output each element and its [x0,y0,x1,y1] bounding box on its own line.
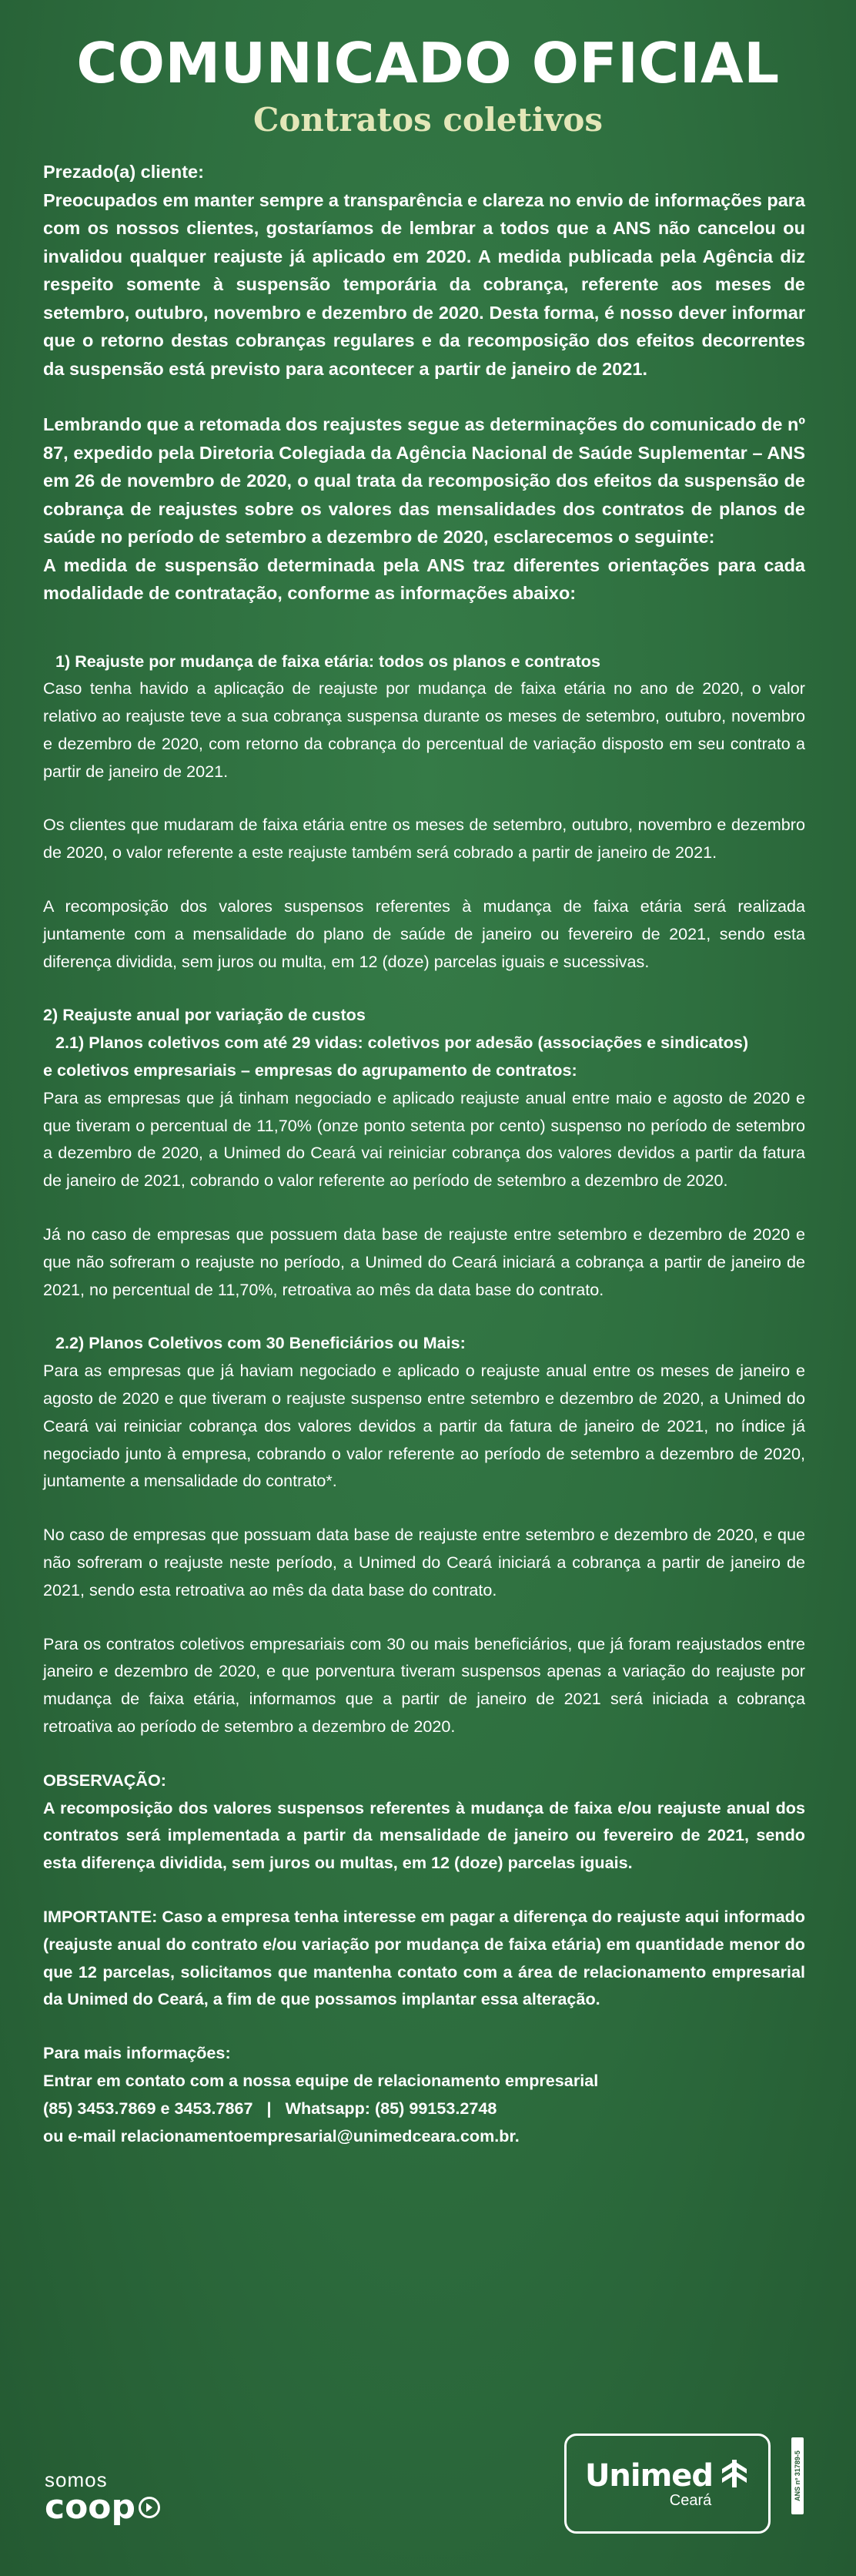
coop-label: coop [45,2487,136,2527]
contact-email: ou e-mail relacionamentoempresarial@unimedceara.com.br. [43,2125,520,2146]
section-2-heading: 2) Reajuste anual por variação de custos [43,1005,366,1025]
coop-wordmark [45,2487,160,2527]
somos-coop-logo [45,2468,160,2527]
unimed-logo-row [585,2458,750,2494]
section-1-paragraph-1: Caso tenha havido a aplicação de reajuste por mudança de faixa etária no ano de 2020, o valor relativo ao reajuste teve a sua cobrança suspensa durante os meses de setembro, outubro, novembro e dezembro de 2020, com retorno da cobrança do percentual de variação disposto em seu contrato a partir de janeiro de 2021. [43,678,805,781]
contact-heading: Para mais informações: [43,2043,231,2063]
greeting: Prezado(a) cliente: [43,162,204,182]
section-2-2-heading: 2.2) Planos Coletivos com 30 Beneficiários ou Mais: [55,1333,466,1353]
observacao-heading: OBSERVAÇÃO: [43,1770,166,1790]
section-2-2-paragraph-2: No caso de empresas que possuam data base de reajuste entre setembro e dezembro de 2020, e que não sofreram o reajuste neste período, a Unimed do Ceará iniciará a cobrança a partir de janeiro de 2021, sendo esta retroativa ao mês da data base do contrato. [43,1525,805,1600]
section-1-paragraph-3: A recomposição dos valores suspensos referentes à mudança de faixa etária será realizada juntamente com a mensalidade do plano de saúde de janeiro ou fevereiro de 2021, sendo esta diferença dividida, sem juros ou multa, em 12 (doze) parcelas iguais e sucessivas. [43,896,805,971]
intro-paragraph-1: Preocupados em manter sempre a transparência e clareza no envio de informações para com os nossos clientes, gostaríamos de lembrar a todos que a ANS não cancelou ou invalidou qualquer reajuste já aplicado em 2020. A medida publicada pela Agência diz respeito somente à suspensão temporária da cobrança, referente aos meses de setembro, outubro, novembro e dezembro de 2020. Desta forma, é nosso dever informar que o retorno destas cobranças regulares e da recomposição dos efeitos decorrentes da suspensão está previsto para acontecer a partir de janeiro de 2021. [43,189,806,379]
page-subtitle: Contratos coletivos [252,101,604,139]
contact-phones: (85) 3453.7869 e 3453.7867 | Whatsapp: (85) 99153.2748 [43,2098,497,2118]
observacao-text: A recomposição dos valores suspensos referentes à mudança de faixa e/ou reajuste anual dos contratos será implementada a partir da mensalidade de janeiro ou fevereiro de 2021, sendo esta diferença dividida, sem juros ou multas, em 12 (doze) parcelas iguais. [43,1797,805,1873]
section-2-1-heading-b: e coletivos empresariais – empresas do agrupamento de contratos: [43,1060,577,1080]
contact-line-1: Entrar em contato com a nossa equipe de relacionamento empresarial [43,2070,599,2090]
unimed-logo [564,2434,771,2534]
unimed-tree-icon [719,2458,750,2493]
coop-arrow-icon [139,2497,160,2518]
somos-label: somos [45,2468,108,2491]
ans-registration-tag [791,2437,804,2514]
intro-paragraph-2: Lembrando que a retomada dos reajustes segue as determinações do comunicado de nº 87, expedido pela Diretoria Colegiada da Agência Nacional de Saúde Suplementar – ANS em 26 de novembro de 2020, o qual trata da recomposição dos efeitos da suspensão de cobrança de reajustes sobre os valores das mensalidades dos contratos de planos de saúde no período de setembro a dezembro de 2020, esclarecemos o seguinte: [43,414,805,547]
ans-registration-label: ANS nº 31789-5 [794,2450,801,2501]
section-2-1-heading-a: 2.1) Planos coletivos com até 29 vidas: coletivos por adesão (associações e sindicatos) [55,1033,749,1053]
section-2-1-paragraph-1: Para as empresas que já tinham negociado e aplicado reajuste anual entre maio e agosto de 2020 e que tiveram o percentual de 11,70% (onze ponto setenta por cento) suspenso no período de setembro a dezembro de 2020, a Unimed do Ceará vai reiniciar cobrança dos valores devidos a partir da fatura de janeiro de 2021, cobrando o valor referente ao período de setembro a dezembro de 2020. [43,1087,805,1191]
section-2-2-paragraph-3: Para os contratos coletivos empresariais com 30 ou mais beneficiários, que já foram reajustados entre janeiro e dezembro de 2020, e que porventura tiveram suspensos apenas a variação do reajuste por mudança de faixa etária, informamos que a partir de janeiro de 2021 será iniciada a cobrança retroativa ao período de setembro a dezembro de 2020. [43,1633,805,1736]
unimed-logo-name: Unimed [584,2457,714,2494]
importante-text: IMPORTANTE: Caso a empresa tenha interesse em pagar a diferença do reajuste aqui informado (reajuste anual do contrato e/ou variação por mudança de faixa etária) em quantidade menor do que 12 parcelas, solicitamos que mantenha contato com a área de relacionamento empresarial da Unimed do Ceará, a fim de que possamos implantar essa alteração. [43,1906,805,2009]
page-title: COMUNICADO OFICIAL [76,31,780,95]
content [43,158,805,2149]
unimed-logo-sub: Ceará [669,2491,712,2509]
body [43,648,805,2150]
section-1-heading: 1) Reajuste por mudança de faixa etária: todos os planos e contratos [55,651,600,671]
header [0,31,856,142]
section-2-1-paragraph-2: Já no caso de empresas que possuem data base de reajuste entre setembro e dezembro de 2020 e que não sofreram o reajuste no período, a Unimed do Ceará iniciará a cobrança a partir de janeiro de 2021, no percentual de 11,70%, retroativa ao mês da data base do contrato. [43,1224,805,1299]
intro [43,158,805,608]
section-2-2-paragraph-1: Para as empresas que já haviam negociado e aplicado o reajuste anual entre os meses de janeiro e agosto de 2020 e que tiveram o reajuste suspenso entre setembro e dezembro de 2020, a Unimed do Ceará vai reiniciar cobrança dos valores devidos a partir da fatura de janeiro de 2021, no índice já negociado junto à empresa, cobrando o valor referente ao período de setembro a dezembro de 2020, juntamente a mensalidade do contrato*. [43,1361,805,1491]
intro-paragraph-3: A medida de suspensão determinada pela ANS traz diferentes orientações para cada modalidade de contratação, conforme as informações abaixo: [43,554,805,603]
section-1-paragraph-2: Os clientes que mudaram de faixa etária entre os meses de setembro, outubro, novembro e dezembro de 2020, o valor referente a este reajuste também será cobrado a partir de janeiro de 2021. [43,815,805,863]
